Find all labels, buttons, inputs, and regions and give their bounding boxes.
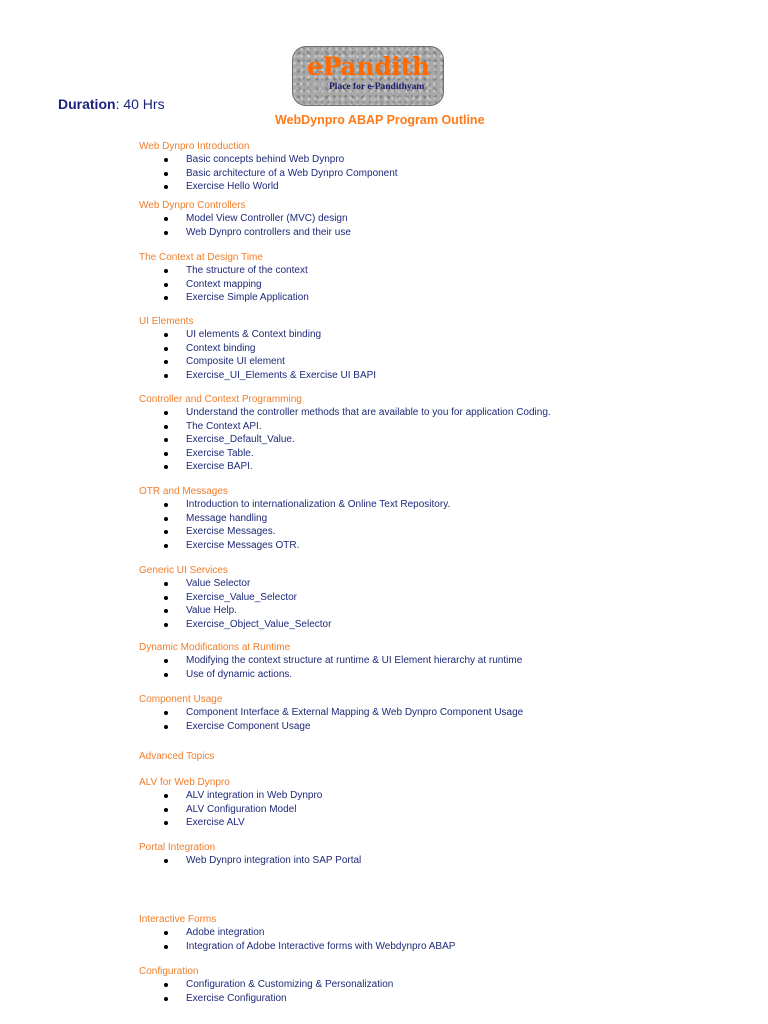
section-heading: UI Elements [139, 316, 194, 327]
section-heading: Interactive Forms [139, 914, 217, 925]
topic-text: Exercise Messages. [186, 526, 276, 538]
page-title: WebDynpro ABAP Program Outline [275, 113, 485, 127]
topic-item [139, 433, 759, 447]
topic-item [139, 926, 759, 940]
topic-text: Introduction to internationalization & Online Text Repository. [186, 499, 451, 510]
bullet-icon [164, 283, 168, 287]
bullet-icon [164, 725, 168, 729]
outline-section [139, 693, 759, 733]
outline-section [139, 841, 759, 868]
topic-item [139, 447, 759, 461]
topic-text: Message handling [186, 512, 268, 524]
section-heading: Dynamic Modifications at Runtime [139, 642, 291, 653]
outline-section [139, 776, 759, 830]
topic-item [139, 406, 759, 420]
topic-text: Understand the controller methods that are available to you for application Coding. [186, 407, 551, 418]
bullet-icon [164, 673, 168, 677]
topic-text: Exercise Component Usage [186, 720, 311, 732]
course-duration [58, 96, 165, 112]
topic-item [139, 668, 759, 682]
topic-item [139, 342, 759, 356]
section-heading: Portal Integration [139, 842, 216, 853]
topic-item [139, 803, 759, 817]
section-heading: Web Dynpro Controllers [139, 200, 246, 211]
topic-text: Exercise_Value_Selector [186, 591, 297, 603]
bullet-icon [164, 158, 168, 162]
topic-text: UI elements & Context binding [186, 329, 322, 340]
topic-item [139, 226, 759, 240]
topic-item [139, 420, 759, 434]
epandith-logo [292, 46, 444, 106]
topic-text: Context mapping [186, 278, 262, 290]
outline-section [139, 641, 759, 681]
topic-item [139, 539, 759, 553]
bullet-icon [164, 859, 168, 863]
section-topic-list [139, 328, 759, 382]
outline-section [139, 564, 759, 631]
section-heading: Component Usage [139, 694, 223, 705]
bullet-icon [164, 360, 168, 364]
section-heading: Controller and Context Programming [139, 394, 302, 405]
section-heading: The Context at Design Time [139, 252, 263, 263]
section-heading: ALV for Web Dynpro [139, 777, 230, 788]
topic-item [139, 654, 759, 668]
topic-item [139, 180, 759, 194]
outline-section [139, 965, 759, 1005]
topic-item [139, 618, 759, 632]
bullet-icon [164, 374, 168, 378]
topic-item [139, 525, 759, 539]
outline-section [139, 485, 759, 552]
bullet-icon [164, 530, 168, 534]
bullet-icon [164, 231, 168, 235]
topic-item [139, 720, 759, 734]
duration-separator: : [115, 96, 120, 112]
section-topic-list [139, 789, 759, 830]
topic-item [139, 978, 759, 992]
bullet-icon [164, 821, 168, 825]
topic-item [139, 512, 759, 526]
topic-text: Exercise Messages OTR. [186, 539, 300, 551]
bullet-icon [164, 659, 168, 663]
section-heading: Generic UI Services [139, 565, 228, 576]
topic-text: Modifying the context structure at runtime & UI Element hierarchy at runtime [186, 655, 523, 666]
topic-text: Basic architecture of a Web Dynpro Component [186, 167, 398, 179]
topic-text: Exercise Hello World [186, 181, 279, 193]
topic-text: Exercise Table. [186, 447, 254, 459]
bullet-icon [164, 596, 168, 600]
section-topic-list [139, 406, 759, 474]
logo-title: ePandith [307, 52, 430, 81]
section-topic-list [139, 926, 759, 953]
bullet-icon [164, 582, 168, 586]
bullet-icon [164, 425, 168, 429]
topic-text: Exercise BAPI. [186, 461, 253, 473]
bullet-icon [164, 217, 168, 221]
topic-item [139, 992, 759, 1006]
section-heading: OTR and Messages [139, 486, 228, 497]
topic-text: Configuration & Customizing & Personalization [186, 979, 394, 990]
topic-text: Exercise ALV [186, 817, 245, 829]
outline-section [139, 251, 759, 305]
topic-text: ALV Configuration Model [186, 803, 297, 815]
duration-label: Duration [58, 96, 116, 112]
outline-section [139, 140, 759, 194]
topic-item [139, 460, 759, 474]
topic-text: Integration of Adobe Interactive forms with Webdynpro ABAP [186, 940, 456, 952]
bullet-icon [164, 465, 168, 469]
bullet-icon [164, 333, 168, 337]
topic-text: Value Help. [186, 605, 237, 617]
bullet-icon [164, 185, 168, 189]
topic-item [139, 167, 759, 181]
outline-section [139, 913, 759, 953]
bullet-icon [164, 983, 168, 987]
section-topic-list [139, 212, 759, 239]
topic-item [139, 706, 759, 720]
topic-text: Context binding [186, 342, 256, 354]
topic-text: Exercise_UI_Elements & Exercise UI BAPI [186, 369, 377, 381]
topic-text: The structure of the context [186, 265, 308, 276]
topic-item [139, 369, 759, 383]
topic-item [139, 854, 759, 868]
bullet-icon [164, 609, 168, 613]
topic-text: Composite UI element [186, 356, 285, 368]
bullet-icon [164, 517, 168, 521]
section-topic-list [139, 264, 759, 305]
topic-item [139, 212, 759, 226]
topic-text: Web Dynpro controllers and their use [186, 226, 351, 238]
section-topic-list [139, 577, 759, 631]
topic-text: Value Selector [186, 578, 251, 589]
section-heading: Configuration [139, 966, 199, 977]
bullet-icon [164, 269, 168, 273]
section-heading: Advanced Topics [139, 751, 215, 762]
topic-item [139, 355, 759, 369]
bullet-icon [164, 711, 168, 715]
topic-text: Exercise_Object_Value_Selector [186, 618, 332, 630]
bullet-icon [164, 931, 168, 935]
topic-text: The Context API. [186, 420, 262, 432]
section-topic-list [139, 854, 759, 868]
topic-text: Exercise_Default_Value. [186, 434, 295, 446]
bullet-icon [164, 544, 168, 548]
section-topic-list [139, 498, 759, 552]
duration-value: 40 Hrs [119, 96, 165, 112]
outline-section [139, 315, 759, 382]
topic-text: Component Interface & External Mapping & Web Dynpro Component Usage [186, 707, 524, 718]
bullet-icon [164, 503, 168, 507]
topic-item [139, 604, 759, 618]
logo-tagline: Place for e-Pandithyam [329, 82, 425, 92]
bullet-icon [164, 997, 168, 1001]
topic-text: Web Dynpro integration into SAP Portal [186, 855, 362, 866]
bullet-icon [164, 411, 168, 415]
topic-item [139, 291, 759, 305]
outline-section [139, 199, 759, 239]
topic-item [139, 278, 759, 292]
bullet-icon [164, 945, 168, 949]
bullet-icon [164, 347, 168, 351]
topic-text: Basic concepts behind Web Dynpro [186, 154, 345, 165]
bullet-icon [164, 438, 168, 442]
section-topic-list [139, 706, 759, 733]
outline-section [139, 750, 759, 763]
topic-item [139, 498, 759, 512]
topic-text: Model View Controller (MVC) design [186, 213, 348, 224]
topic-item [139, 789, 759, 803]
topic-item [139, 153, 759, 167]
topic-item [139, 328, 759, 342]
topic-item [139, 591, 759, 605]
topic-item [139, 816, 759, 830]
bullet-icon [164, 808, 168, 812]
bullet-icon [164, 794, 168, 798]
topic-text: Exercise Configuration [186, 992, 287, 1004]
topic-text: Exercise Simple Application [186, 292, 309, 304]
outline-section [139, 393, 759, 474]
bullet-icon [164, 623, 168, 627]
topic-item [139, 264, 759, 278]
topic-text: ALV integration in Web Dynpro [186, 790, 323, 801]
bullet-icon [164, 452, 168, 456]
topic-text: Use of dynamic actions. [186, 668, 293, 680]
topic-item [139, 940, 759, 954]
bullet-icon [164, 296, 168, 300]
topic-item [139, 577, 759, 591]
topic-text: Adobe integration [186, 927, 265, 938]
section-topic-list [139, 654, 759, 681]
section-topic-list [139, 978, 759, 1005]
section-heading: Web Dynpro Introduction [139, 141, 250, 152]
section-topic-list [139, 153, 759, 194]
bullet-icon [164, 172, 168, 176]
